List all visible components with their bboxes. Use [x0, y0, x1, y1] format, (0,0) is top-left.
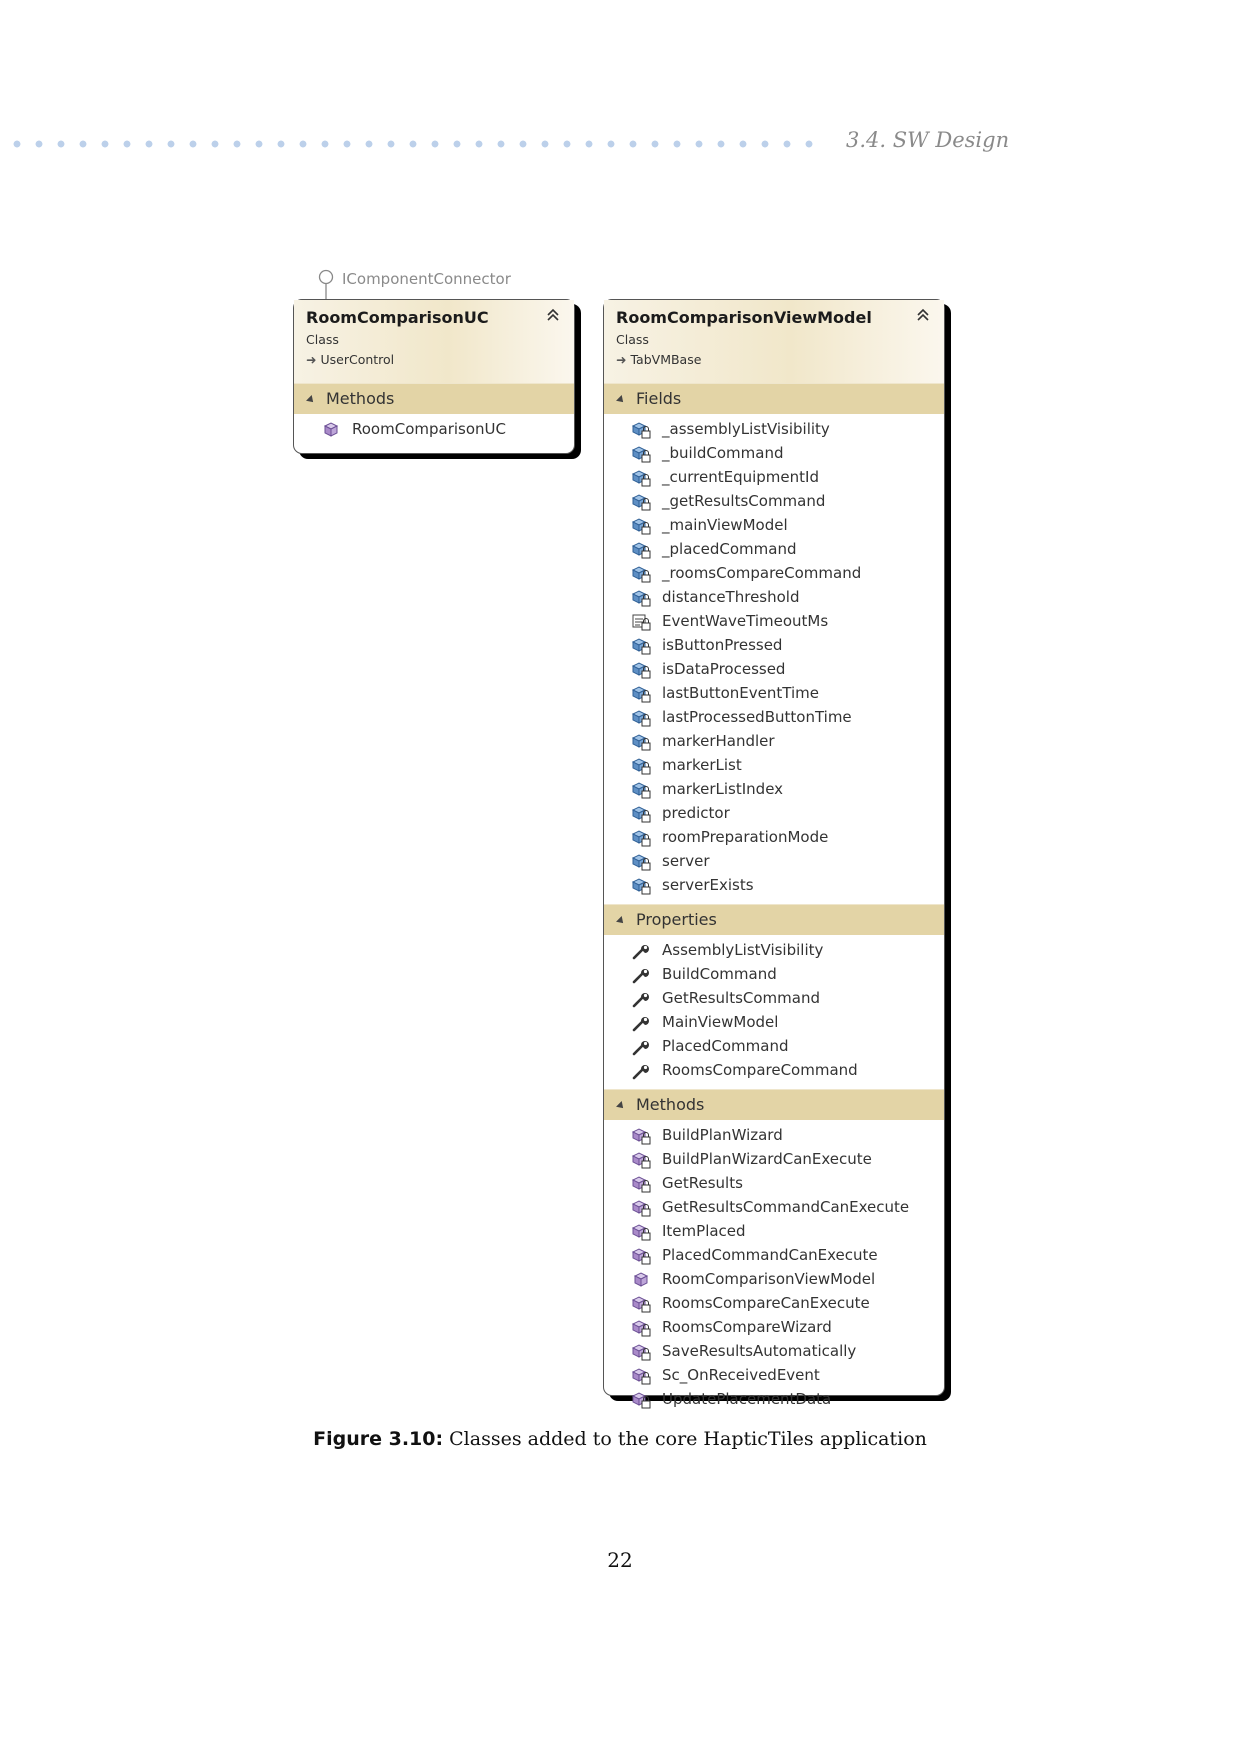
list-item[interactable]: RoomsCompareCommand [604, 1059, 944, 1083]
list-item[interactable]: BuildCommand [604, 963, 944, 987]
list-item[interactable]: MainViewModel [604, 1011, 944, 1035]
private-field-icon [631, 661, 651, 679]
list-item[interactable]: markerList [604, 754, 944, 778]
list-item[interactable]: distanceThreshold [604, 586, 944, 610]
list-item[interactable]: RoomComparisonViewModel [604, 1268, 944, 1292]
inheritance-arrow-icon: ➜ [306, 352, 317, 367]
private-field-icon [631, 685, 651, 703]
private-field-icon [631, 805, 651, 823]
wrench-icon [631, 1014, 651, 1032]
private-field-icon [631, 517, 651, 535]
private-method-icon [631, 1127, 651, 1145]
private-field-icon [631, 541, 651, 559]
wrench-icon [631, 966, 651, 984]
list-item[interactable]: RoomsCompareCanExecute [604, 1292, 944, 1316]
private-field-icon [631, 589, 651, 607]
collapse-icon[interactable] [546, 308, 560, 322]
figure-caption [0, 1428, 1240, 1450]
list-item[interactable]: PlacedCommandCanExecute [604, 1244, 944, 1268]
private-method-icon [631, 1391, 651, 1409]
private-field-icon [631, 709, 651, 727]
section-methods[interactable] [294, 383, 574, 414]
class-name: RoomComparisonUC [306, 308, 489, 327]
list-item[interactable]: GetResults [604, 1172, 944, 1196]
section-fields[interactable] [604, 383, 944, 414]
running-header: 3.4. SW Design [846, 128, 1010, 152]
wrench-icon [631, 1038, 651, 1056]
page-number: 22 [607, 1548, 633, 1572]
figure-label: Figure 3.10: [313, 1428, 444, 1450]
class-header [604, 300, 944, 383]
section-label: Methods [636, 1095, 705, 1114]
class-base [306, 352, 394, 367]
list-item[interactable]: markerHandler [604, 730, 944, 754]
list-item[interactable]: _mainViewModel [604, 514, 944, 538]
interface-label: IComponentConnector [342, 270, 511, 288]
private-field-icon [631, 565, 651, 583]
private-constant-icon [631, 613, 651, 631]
list-item[interactable]: AssemblyListVisibility [604, 939, 944, 963]
private-field-icon [631, 733, 651, 751]
class-box-roomcomparisonviewmodel[interactable] [603, 299, 945, 1408]
private-method-icon [631, 1319, 651, 1337]
class-name: RoomComparisonViewModel [616, 308, 872, 327]
private-method-icon [631, 1343, 651, 1361]
expand-triangle-icon[interactable] [616, 916, 626, 926]
list-item[interactable]: PlacedCommand [604, 1035, 944, 1059]
method-icon [321, 421, 341, 439]
class-header [294, 300, 574, 383]
expand-triangle-icon[interactable] [616, 1101, 626, 1111]
private-method-icon [631, 1295, 651, 1313]
private-method-icon [631, 1151, 651, 1169]
section-label: Methods [326, 389, 395, 408]
list-item[interactable]: GetResultsCommandCanExecute [604, 1196, 944, 1220]
list-item[interactable]: RoomsCompareWizard [604, 1316, 944, 1340]
public-method-icon [631, 1271, 651, 1289]
wrench-icon [631, 990, 651, 1008]
private-field-icon [631, 877, 651, 895]
list-item[interactable]: isDataProcessed [604, 658, 944, 682]
private-method-icon [631, 1175, 651, 1193]
wrench-icon [631, 942, 651, 960]
list-item[interactable]: RoomComparisonUC [294, 418, 574, 442]
list-item[interactable]: _getResultsCommand [604, 490, 944, 514]
private-field-icon [631, 829, 651, 847]
collapse-icon[interactable] [916, 308, 930, 322]
expand-triangle-icon[interactable] [616, 395, 626, 405]
interface-icon [318, 269, 334, 299]
list-item[interactable]: _roomsCompareCommand [604, 562, 944, 586]
private-field-icon [631, 421, 651, 439]
list-item[interactable]: server [604, 850, 944, 874]
expand-triangle-icon[interactable] [306, 395, 316, 405]
private-field-icon [631, 493, 651, 511]
figure-caption-text: Classes added to the core HapticTiles application [449, 1428, 927, 1450]
private-field-icon [631, 469, 651, 487]
private-field-icon [631, 853, 651, 871]
section-methods[interactable] [604, 1089, 944, 1120]
private-method-icon [631, 1247, 651, 1265]
list-item[interactable]: serverExists [604, 874, 944, 898]
list-item[interactable]: lastButtonEventTime [604, 682, 944, 706]
list-item[interactable]: GetResultsCommand [604, 987, 944, 1011]
section-label: Properties [636, 910, 717, 929]
list-item[interactable]: roomPreparationMode [604, 826, 944, 850]
section-properties[interactable] [604, 904, 944, 935]
class-box-roomcomparisonuc[interactable] [293, 299, 575, 454]
class-base [616, 352, 701, 367]
private-method-icon [631, 1223, 651, 1241]
inheritance-arrow-icon: ➜ [616, 352, 627, 367]
list-item[interactable]: ItemPlaced [604, 1220, 944, 1244]
private-method-icon [631, 1367, 651, 1385]
header-dot-rule [6, 140, 826, 148]
methods-list [294, 414, 574, 448]
list-item[interactable]: BuildPlanWizardCanExecute [604, 1148, 944, 1172]
class-kind: Class [616, 332, 649, 347]
list-item[interactable]: UpdatePlacementData [604, 1388, 944, 1412]
methods-list [604, 1120, 944, 1418]
list-item[interactable]: SaveResultsAutomatically [604, 1340, 944, 1364]
private-field-icon [631, 445, 651, 463]
list-item[interactable]: isButtonPressed [604, 634, 944, 658]
properties-list [604, 935, 944, 1089]
section-label: Fields [636, 389, 682, 408]
base-class-label: UserControl [320, 352, 395, 367]
list-item[interactable]: BuildPlanWizard [604, 1124, 944, 1148]
class-kind: Class [306, 332, 339, 347]
fields-list [604, 414, 944, 904]
private-field-icon [631, 781, 651, 799]
list-item[interactable]: _buildCommand [604, 442, 944, 466]
list-item[interactable]: markerListIndex [604, 778, 944, 802]
private-field-icon [631, 637, 651, 655]
list-item[interactable]: predictor [604, 802, 944, 826]
list-item[interactable]: Sc_OnReceivedEvent [604, 1364, 944, 1388]
list-item[interactable]: _assemblyListVisibility [604, 418, 944, 442]
list-item[interactable]: lastProcessedButtonTime [604, 706, 944, 730]
list-item[interactable]: _currentEquipmentId [604, 466, 944, 490]
private-method-icon [631, 1199, 651, 1217]
private-field-icon [631, 757, 651, 775]
wrench-icon [631, 1062, 651, 1080]
list-item[interactable]: EventWaveTimeoutMs [604, 610, 944, 634]
list-item[interactable]: _placedCommand [604, 538, 944, 562]
base-class-label: TabVMBase [630, 352, 702, 367]
